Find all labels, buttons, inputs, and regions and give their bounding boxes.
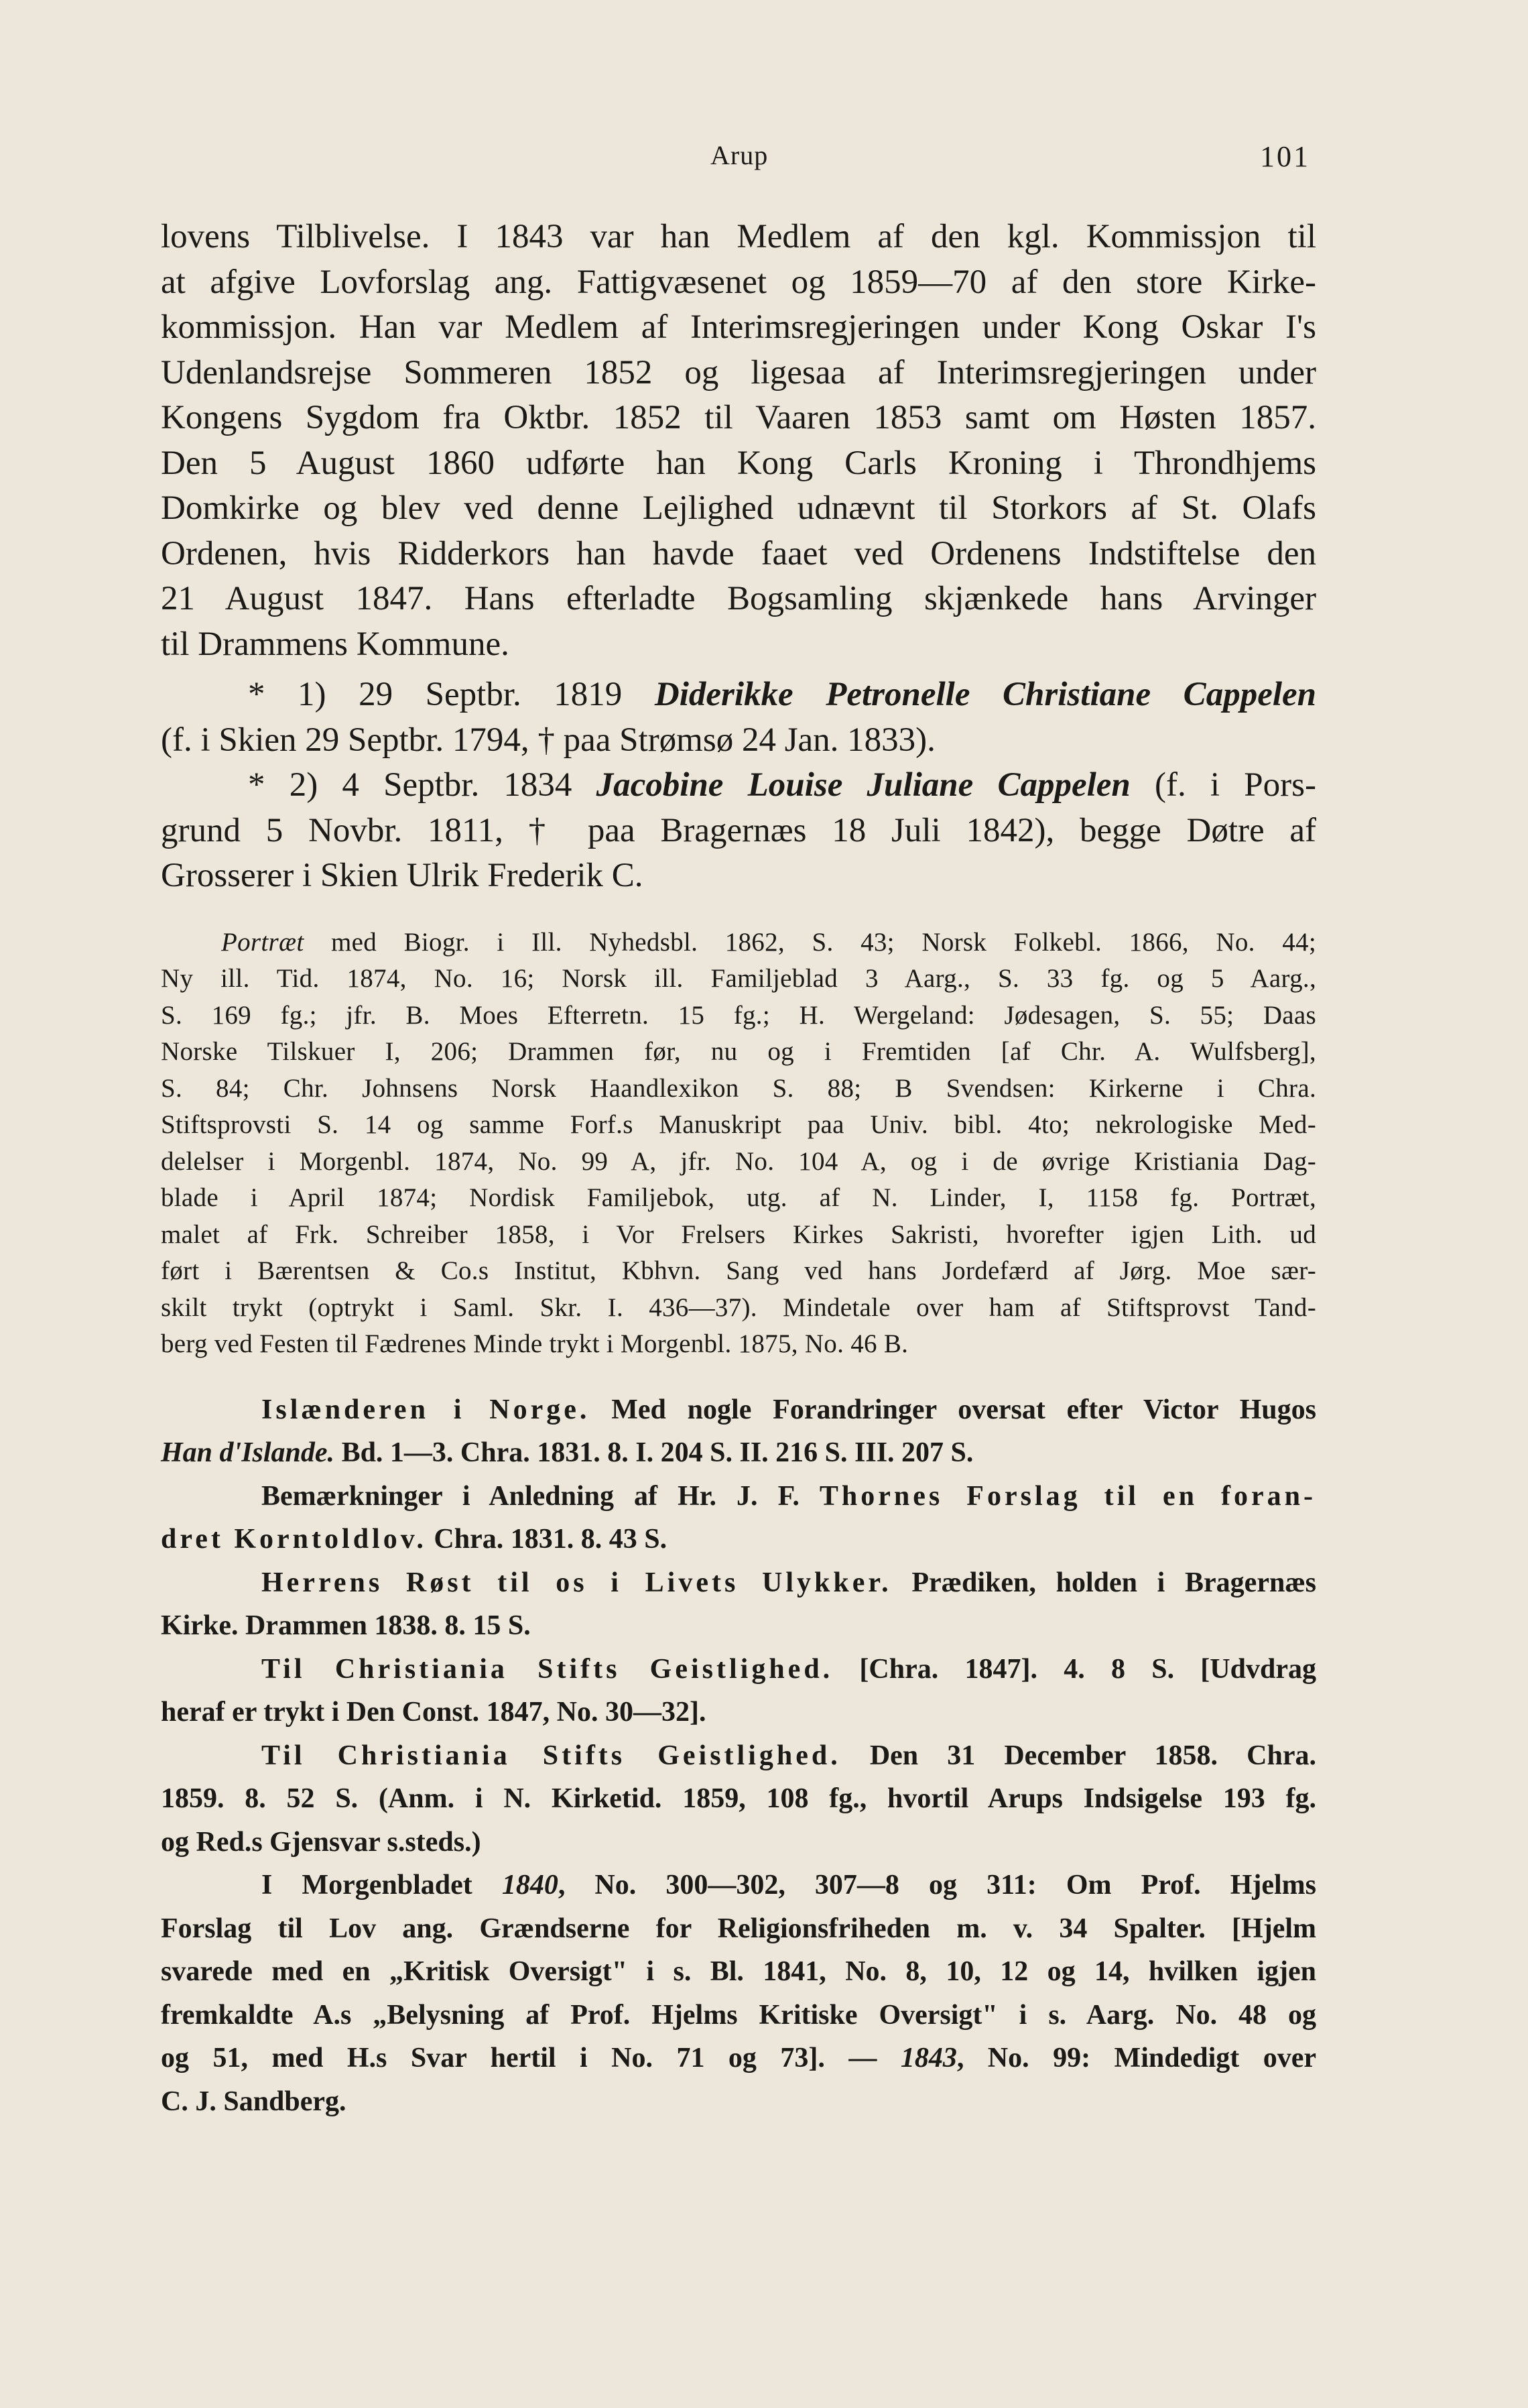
reference-line: S. 84; Chr. Johnsens Norsk Haandlexikon S. 88; B Svendsen: Kirkerne i Chra. xyxy=(161,1073,1316,1103)
biblio-line xyxy=(161,1518,1316,1561)
biblio-year: 1843 xyxy=(900,2043,957,2073)
biblio-italic: Han d'Islande. xyxy=(161,1437,335,1468)
biblio-line: C. J. Sandberg. xyxy=(161,2086,346,2117)
main-line: kommissjon. Han var Medlem af Interimsregjeringen under Kong Oskar I's xyxy=(161,308,1316,346)
marriage-1-line xyxy=(161,672,1316,718)
biblio-line: Kirke. Drammen 1838. 8. 15 S. xyxy=(161,1610,531,1641)
reference-line: Stiftsprovsti S. 14 og samme Forf.s Manuskript paa Univ. bibl. 4to; nekrologiske Med- xyxy=(161,1110,1316,1139)
main-line: 21 August 1847. Hans efterladte Bogsamling skjænkede hans Arvinger xyxy=(161,580,1316,617)
biblio-text: [Chra. 1847]. 4. 8 S. [Udvdrag xyxy=(833,1653,1316,1685)
biblio-line xyxy=(161,1561,1316,1605)
marriage-1-details: (f. i Skien 29 Septbr. 1794, † paa Strømsø 24 Jan. 1833). xyxy=(161,721,936,759)
biblio-title: dret Korntoldlov. xyxy=(161,1524,427,1555)
reference-line: Norske Tilskuer I, 206; Drammen før, nu og i Fremtiden [af Chr. A. Wulfsberg], xyxy=(161,1037,1316,1066)
page-number: 101 xyxy=(1260,140,1310,173)
biblio-title: Herrens Røst til os i Livets Ulykker. xyxy=(261,1567,892,1598)
biblio-text: Med nogle Forandringer oversat efter Victor Hugos xyxy=(590,1394,1316,1425)
biblio-text: Chra. 1831. 8. 43 S. xyxy=(426,1524,667,1555)
biblio-line: Forslag til Lov ang. Grændserne for Religionsfriheden m. v. 34 Spalter. [Hjelm xyxy=(161,1913,1316,1944)
spouse-2-name: Jacobine Louise Juliane Cappelen xyxy=(596,766,1131,804)
biblio-line: heraf er trykt i Den Const. 1847, No. 30—32]. xyxy=(161,1697,706,1728)
main-line: Udenlandsrejse Sommeren 1852 og ligesaa af Interimsregjeringen under xyxy=(161,353,1316,392)
main-line: Den 5 August 1860 udførte han Kong Carls Kroning i Throndhjems xyxy=(161,444,1316,482)
main-line: Domkirke og blev ved denne Lejlighed udnævnt til Storkors af St. Olafs xyxy=(161,489,1316,527)
portraet-label: Portræt xyxy=(221,927,304,957)
biblio-title: Til Christiania Stifts Geistlighed. xyxy=(261,1653,834,1685)
marriage-2-details: grund 5 Novbr. 1811, † paa Bragernæs 18 Juli 1842), begge Døtre af xyxy=(161,811,1316,849)
running-head-name: Arup xyxy=(710,140,769,170)
biblio-text: , No. 99: Mindedigt over xyxy=(956,2043,1316,2073)
main-text xyxy=(161,215,1316,899)
reference-text: med Biogr. i Ill. Nyhedsbl. 1862, S. 43; Norsk Folkebl. 1866, No. 44; xyxy=(304,927,1316,957)
biblio-line xyxy=(161,1388,1316,1432)
main-line: lovens Tilblivelse. I 1843 var han Medlem af den kgl. Kommissjon til xyxy=(161,218,1316,255)
running-head xyxy=(0,139,1528,186)
bibliography xyxy=(161,1388,1316,2124)
reference-line xyxy=(161,924,1316,961)
main-line: at afgive Lovforslag ang. Fattigvæsenet og 1859—70 af den store Kirke- xyxy=(161,263,1316,301)
biblio-text: og 51, med H.s Svar hertil i No. 71 og 73]. — xyxy=(161,2043,901,2073)
marriage-2-suffix: (f. i Pors- xyxy=(1130,766,1316,804)
main-line: Kongens Sygdom fra Oktbr. 1852 til Vaaren 1853 samt om Høsten 1857. xyxy=(161,399,1316,436)
reference-line: delelser i Morgenbl. 1874, No. 99 A, jfr. No. 104 A, og i de øvrige Kristiania Dag- xyxy=(161,1146,1316,1176)
biblio-line xyxy=(161,1734,1316,1778)
biblio-title: Thornes Forslag til en foran- xyxy=(819,1480,1316,1512)
biblio-year: 1840 xyxy=(501,1870,558,1901)
biblio-line xyxy=(161,1475,1316,1518)
biblio-text: Bd. 1—3. Chra. 1831. 8. I. 204 S. II. 216 S. III. 207 S. xyxy=(334,1437,974,1468)
biblio-text: Den 31 December 1858. Chra. xyxy=(840,1740,1316,1771)
reference-line: ført i Bærentsen & Co.s Institut, Kbhvn. Sang ved hans Jordefærd af Jørg. Moe sær- xyxy=(161,1256,1316,1285)
main-line: Ordenen, hvis Ridderkors han havde faaet ved Ordenens Indstiftelse den xyxy=(161,534,1316,573)
biblio-line: og Red.s Gjensvar s.steds.) xyxy=(161,1826,481,1858)
biblio-text: , No. 300—302, 307—8 og 311: Om Prof. Hjelms xyxy=(558,1870,1316,1901)
marriage-2-date: * 2) 4 Septbr. 1834 xyxy=(248,766,596,804)
reference-line: malet af Frk. Schreiber 1858, i Vor Frelsers Kirkes Sakristi, hvorefter igjen Lith. ud xyxy=(161,1219,1316,1249)
biblio-title: Til Christiania Stifts Geistlighed. xyxy=(261,1740,841,1771)
reference-line: S. 169 fg.; jfr. B. Moes Efterretn. 15 fg.; H. Wergeland: Jødesagen, S. 55; Daas xyxy=(161,1000,1316,1030)
main-line: til Drammens Kommune. xyxy=(161,625,509,663)
reference-line: Ny ill. Tid. 1874, No. 16; Norsk ill. Familjeblad 3 Aarg., S. 33 fg. og 5 Aarg., xyxy=(161,964,1316,993)
reference-line: blade i April 1874; Nordisk Familjebok, utg. af N. Linder, I, 1158 fg. Portræt, xyxy=(161,1183,1316,1212)
biblio-text: Bemærkninger i Anledning af Hr. J. F. xyxy=(261,1480,820,1512)
biblio-line: 1859. 8. 52 S. (Anm. i N. Kirketid. 1859, 108 fg., hvortil Arups Indsigelse 193 fg. xyxy=(161,1783,1316,1814)
biblio-text: Prædiken, holden i Bragernæs xyxy=(891,1567,1317,1598)
biblio-line: fremkaldte A.s „Belysning af Prof. Hjelms Kritiske Oversigt" i s. Aarg. No. 48 og xyxy=(161,1999,1316,2031)
biblio-line xyxy=(161,1864,1316,1907)
biblio-line xyxy=(161,1648,1316,1691)
biblio-line xyxy=(161,1431,1316,1475)
marriage-1-date: * 1) 29 Septbr. 1819 xyxy=(248,676,655,713)
marriage-2-details: Grosserer i Skien Ulrik Frederik C. xyxy=(161,857,643,894)
biblio-line xyxy=(161,2037,1316,2080)
reference-line: berg ved Festen til Fædrenes Minde trykt i Morgenbl. 1875, No. 46 B. xyxy=(161,1329,909,1358)
reference-line: skilt trykt (optrykt i Saml. Skr. I. 436—37). Mindetale over ham af Stiftsprovst Tand- xyxy=(161,1292,1316,1322)
biblio-title: Islænderen i Norge. xyxy=(261,1394,590,1425)
marriage-2-line xyxy=(161,763,1316,808)
references xyxy=(161,924,1316,1363)
biblio-line: svarede med en „Kritisk Oversigt" i s. Bl. 1841, No. 8, 10, 12 og 14, hvilken igjen xyxy=(161,1956,1316,1987)
biblio-text: I Morgenbladet xyxy=(261,1870,502,1901)
spouse-1-name: Diderikke Petronelle Christiane Cappelen xyxy=(654,676,1316,713)
page-body xyxy=(161,215,1316,2123)
